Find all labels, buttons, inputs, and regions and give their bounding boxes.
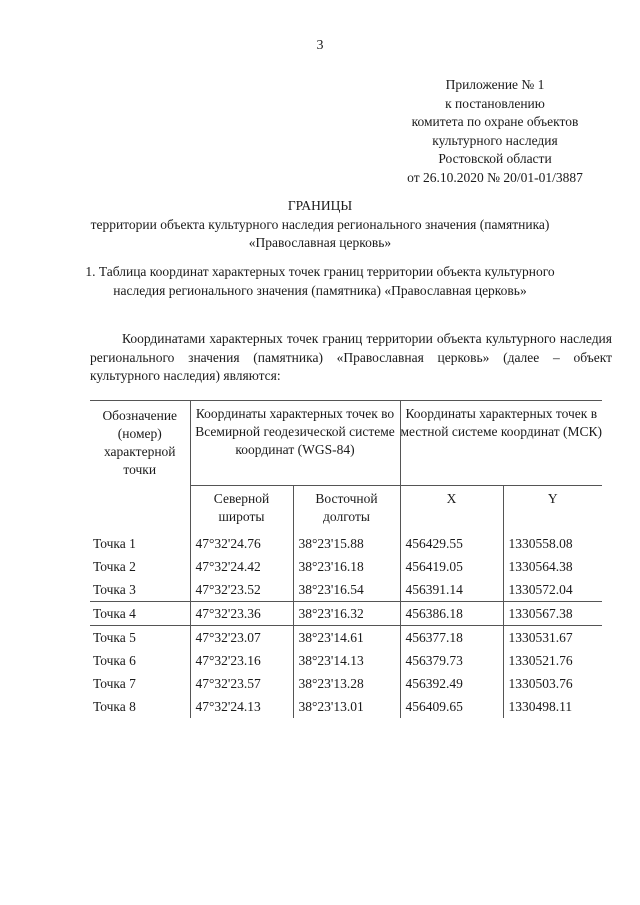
north-latitude: 47°32'24.42: [190, 555, 293, 578]
x-coordinate: 456391.14: [400, 578, 503, 602]
y-coordinate: 1330503.76: [503, 672, 602, 695]
y-coordinate: 1330564.38: [503, 555, 602, 578]
y-coordinate: 1330498.11: [503, 695, 602, 718]
table-row: [90, 672, 602, 695]
appendix-line: культурного наследия: [432, 132, 558, 148]
north-latitude: 47°32'23.57: [190, 672, 293, 695]
north-latitude: 47°32'24.76: [190, 530, 293, 555]
north-latitude: 47°32'23.52: [190, 578, 293, 602]
x-coordinate: 456429.55: [400, 530, 503, 555]
header-x: X: [400, 486, 503, 531]
east-longitude: 38°23'13.01: [293, 695, 400, 718]
appendix-line: комитета по охране объектов: [411, 114, 579, 130]
appendix-line: от 26.10.2020 № 20/01-01/3887: [407, 169, 583, 185]
point-name: Точка 6: [93, 652, 136, 668]
point-name: Точка 1: [93, 535, 136, 551]
point-name: Точка 8: [93, 698, 136, 714]
x-coordinate: 456386.18: [400, 602, 503, 626]
point-name: Точка 5: [90, 626, 190, 650]
x-coordinate: 456419.05: [400, 555, 503, 578]
east-longitude: 38°23'16.54: [293, 578, 400, 602]
header-wgs84: Координаты характерных точек во Всемирной геодезической системе координат (WGS-84): [190, 401, 400, 486]
x-coordinate: 456392.49: [400, 672, 503, 695]
east-longitude: 38°23'15.88: [293, 530, 400, 555]
y-coordinate: 1330521.76: [503, 649, 602, 672]
east-longitude: 38°23'16.18: [293, 555, 400, 578]
page-number: 3: [316, 38, 324, 53]
y-coordinate: 1330572.04: [503, 578, 602, 602]
table-row: [90, 695, 602, 718]
point-name: Точка 4: [90, 602, 190, 626]
table-row: [90, 626, 602, 650]
coordinates-table: [90, 400, 602, 718]
x-coordinate: 456377.18: [400, 626, 503, 650]
header-north-latitude: Северной широты: [190, 486, 293, 531]
document-title: [40, 197, 600, 253]
title-line: территории объекта культурного наследия регионального значения (памятника): [90, 216, 550, 232]
appendix-line: Приложение № 1: [445, 77, 545, 92]
appendix-block: [370, 76, 620, 188]
table-row: [90, 555, 602, 578]
x-coordinate: 456379.73: [400, 649, 503, 672]
table-row: [90, 578, 602, 602]
north-latitude: 47°32'23.16: [190, 649, 293, 672]
point-name: Точка 3: [93, 581, 136, 597]
x-coordinate: 456409.65: [400, 695, 503, 718]
y-coordinate: 1330558.08: [503, 530, 602, 555]
header-east-longitude: Восточной долготы: [293, 486, 400, 531]
header-point-name: Обозначение (номер) характерной точки: [90, 401, 190, 531]
east-longitude: 38°23'16.32: [293, 602, 400, 626]
title-heading: ГРАНИЦЫ: [287, 198, 353, 213]
point-name: Точка 2: [93, 558, 136, 574]
table-row: [90, 602, 602, 626]
y-coordinate: 1330567.38: [503, 602, 602, 626]
table-row: [90, 530, 602, 555]
appendix-line: к постановлению: [445, 95, 545, 111]
table-row: [90, 649, 602, 672]
north-latitude: 47°32'23.07: [190, 626, 293, 650]
header-y: Y: [503, 486, 602, 531]
y-coordinate: 1330531.67: [503, 626, 602, 650]
east-longitude: 38°23'13.28: [293, 672, 400, 695]
section-heading: 1. Таблица координат характерных точек границ территории объекта культурного наследия регионального значения (памятника) «Православная церковь»: [85, 264, 555, 298]
header-msk: Координаты характерных точек в местной системе координат (МСК): [400, 401, 602, 486]
north-latitude: 47°32'23.36: [190, 602, 293, 626]
title-line: «Православная церковь»: [248, 235, 392, 250]
east-longitude: 38°23'14.13: [293, 649, 400, 672]
point-name: Точка 7: [93, 675, 136, 691]
appendix-line: Ростовской области: [438, 151, 552, 167]
intro-paragraph: Координатами характерных точек границ территории объекта культурного наследия регионального значения (памятника) «Православная церковь» (далее – объект культурного наследия) являются:: [90, 331, 612, 383]
east-longitude: 38°23'14.61: [293, 626, 400, 650]
north-latitude: 47°32'24.13: [190, 695, 293, 718]
